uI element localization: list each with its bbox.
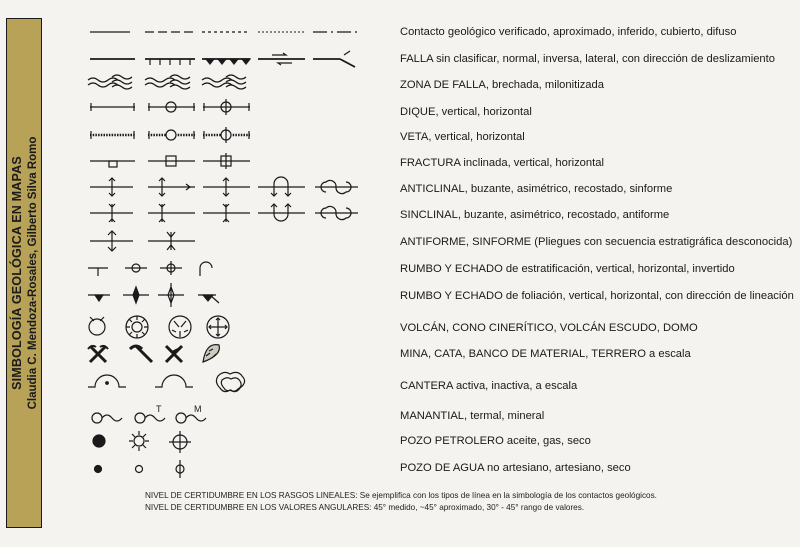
vein-symbols: [90, 127, 250, 143]
row-label-fault: FALLA sin clasificar, normal, inversa, lateral, con dirección de deslizamiento: [400, 53, 775, 65]
syncline-symbols: [90, 204, 358, 222]
row-label-volcano: VOLCÁN, CONO CINERÍTICO, VOLCÁN ESCUDO, DOMO: [400, 322, 698, 334]
row-label-mine: MINA, CATA, BANCO DE MATERIAL, TERRERO a escala: [400, 348, 691, 360]
row-label-water-well: POZO DE AGUA no artesiano, artesiano, seco: [400, 462, 631, 474]
row-label-bedding: RUMBO Y ECHADO de estratificación, vertical, horizontal, invertido: [400, 263, 735, 275]
note-linear-certainty: NIVEL DE CERTIDUMBRE EN LOS RASGOS LINEALES: Se ejemplifica con los tipos de línea en la simbología de los contactos geológicos.: [145, 491, 657, 500]
row-label-spring: MANANTIAL, termal, mineral: [400, 410, 545, 422]
row-label-foliation: RUMBO Y ECHADO de foliación, vertical, horizontal, con dirección de lineación: [400, 290, 794, 302]
sidebar-title: SIMBOLOGÍA GEOLÓGICA EN MAPAS: [10, 156, 24, 390]
fracture-symbols: [90, 153, 250, 169]
fault-zone-symbols: [88, 75, 246, 89]
thermal-letter: T: [156, 404, 162, 414]
quarry-symbols: [88, 372, 245, 391]
row-label-contact: Contacto geológico verificado, aproximado, inferido, cubierto, difuso: [400, 26, 737, 38]
row-label-syncline: SINCLINAL, buzante, asimétrico, recostado, antiforme: [400, 209, 670, 221]
sidebar-authors: Claudia C. Mendoza-Rosales, Gilberto Silva Romo: [27, 136, 39, 410]
mine-symbols: [88, 345, 219, 362]
foliation-attitude-symbols: [88, 283, 219, 307]
row-label-fault-zone: ZONA DE FALLA, brechada, milonitizada: [400, 79, 604, 91]
fault-symbols: [90, 51, 355, 67]
anticline-symbols: [90, 177, 358, 196]
spring-symbols: [92, 413, 206, 423]
row-label-fracture: FRACTURA inclinada, vertical, horizontal: [400, 157, 604, 169]
water-well-symbols: [95, 460, 185, 478]
row-label-vein: VETA, vertical, horizontal: [400, 131, 525, 143]
row-label-dike: DIQUE, vertical, horizontal: [400, 106, 532, 118]
dike-symbols: [90, 99, 250, 115]
bedding-attitude-symbols: [88, 261, 212, 276]
note-angular-certainty: NIVEL DE CERTIDUMBRE EN LOS VALORES ANGULARES: 45° medido, ~45° aproximado, 30° - 45° rango de valores.: [145, 503, 585, 512]
row-label-antiform: ANTIFORME, SINFORME (Pliegues con secuencia estratigráfica desconocida): [400, 236, 793, 248]
row-label-quarry: CANTERA activa, inactiva, a escala: [400, 380, 578, 392]
volcano-symbols: [89, 316, 229, 338]
row-label-anticline: ANTICLINAL, buzante, asimétrico, recostado, sinforme: [400, 183, 673, 195]
antiform-synform-symbols: [90, 231, 195, 251]
row-label-oil-well: POZO PETROLERO aceite, gas, seco: [400, 435, 591, 447]
mineral-letter: M: [194, 404, 202, 414]
oil-well-symbols: [93, 431, 191, 453]
